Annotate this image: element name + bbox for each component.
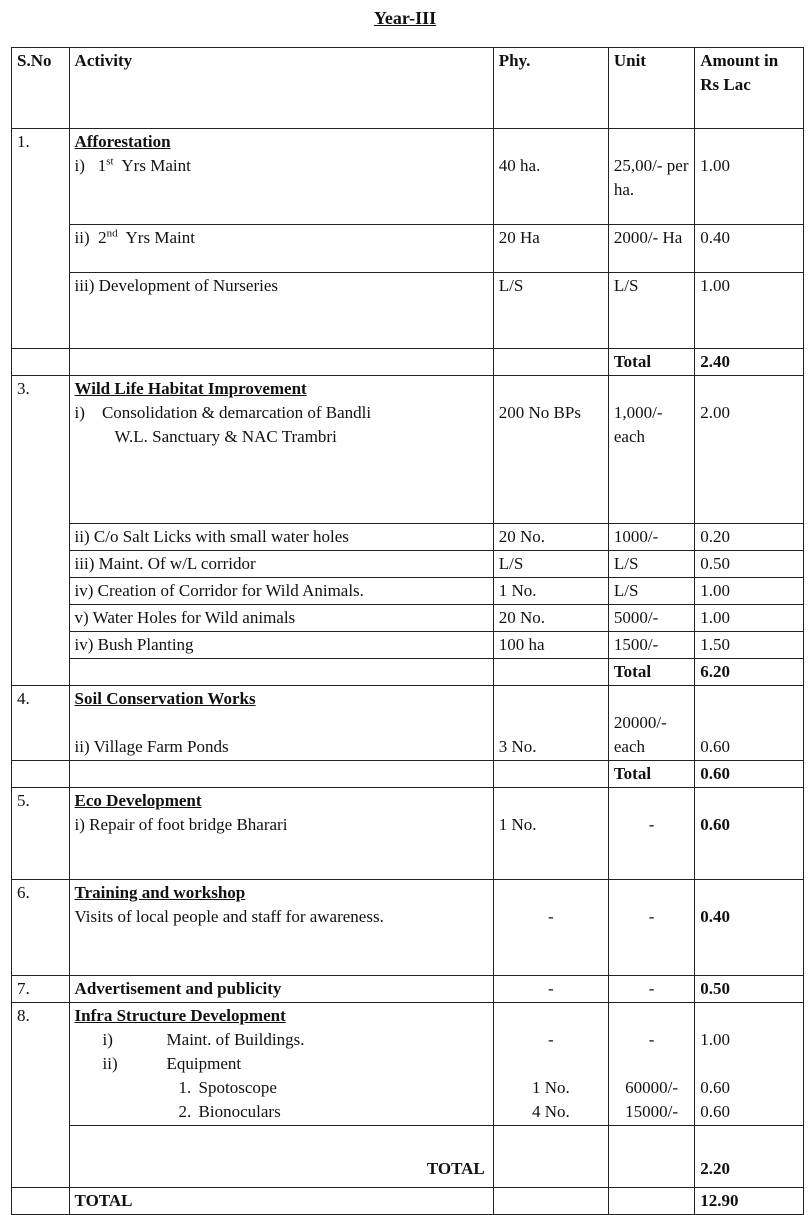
list-item: ii) Equipment — [102, 1054, 242, 1073]
phy-cell: L/S — [493, 551, 608, 578]
list-item: i) Maint. of Buildings. — [102, 1030, 305, 1049]
activity-text: Visits of local people and staff for awareness. — [74, 907, 384, 926]
header-unit: Unit — [608, 48, 694, 129]
table-row — [12, 376, 804, 524]
activity-cell: ii) C/o Salt Licks with small water holes — [69, 524, 493, 551]
phy-cell: 100 ha — [493, 632, 608, 659]
total-label: Total — [608, 659, 694, 686]
total-amount: 2.40 — [695, 349, 804, 376]
phy-cell: - — [493, 880, 608, 976]
unit-cell: 1,000/- each — [608, 376, 694, 524]
empty-cell — [69, 659, 493, 686]
empty-cell — [493, 1188, 608, 1215]
unit-cell: - — [608, 788, 694, 880]
sno-cell: 3. — [12, 376, 70, 686]
unit-cell: - — [608, 976, 694, 1003]
phy-cell: 20 No. — [493, 524, 608, 551]
activity-cell: iii) Maint. Of w/L corridor — [69, 551, 493, 578]
unit-cell: - 60000/- 15000/- — [608, 1003, 694, 1126]
activity-cell — [69, 686, 493, 761]
sno-cell: 6. — [12, 880, 70, 976]
empty-cell — [493, 349, 608, 376]
header-activity: Activity — [69, 48, 493, 129]
table-row — [12, 273, 804, 349]
activity-cell: iv) Bush Planting — [69, 632, 493, 659]
table-row — [12, 578, 804, 605]
unit-cell: 20000/- each — [608, 686, 694, 761]
unit-cell: L/S — [608, 551, 694, 578]
phy-cell: - — [493, 976, 608, 1003]
table-row — [12, 788, 804, 880]
phy-cell: - 1 No. 4 No. — [493, 1003, 608, 1126]
activity-text: i) 1st Yrs Maint — [74, 155, 191, 175]
grand-total-row — [12, 1188, 804, 1215]
table-row — [12, 1003, 804, 1126]
table-row — [12, 605, 804, 632]
sno-cell: 1. — [12, 129, 70, 349]
list-item: 1. Spotoscope — [178, 1078, 277, 1097]
amount-cell: 0.50 — [695, 976, 804, 1003]
subtotal-row — [12, 659, 804, 686]
amount-cell: 0.40 — [695, 225, 804, 273]
section-heading: Afforestation — [74, 132, 171, 151]
activity-text: i) Repair of foot bridge Bharari — [74, 815, 288, 834]
phy-cell: 3 No. — [493, 686, 608, 761]
total-amount: 2.20 — [695, 1126, 804, 1188]
page-title: Year-III — [373, 8, 437, 28]
section-heading: Eco Development — [74, 791, 202, 810]
section-heading: Infra Structure Development — [74, 1006, 286, 1025]
empty-cell — [608, 1188, 694, 1215]
total-label: Total — [608, 349, 694, 376]
subtotal-row — [12, 349, 804, 376]
unit-cell: 1000/- — [608, 524, 694, 551]
phy-cell: 40 ha. — [493, 129, 608, 225]
amount-cell: 0.50 — [695, 551, 804, 578]
empty-cell — [12, 349, 70, 376]
table-row — [12, 880, 804, 976]
table-row — [12, 225, 804, 273]
amount-cell: 1.50 — [695, 632, 804, 659]
activity-cell — [69, 1003, 493, 1126]
unit-cell: 5000/- — [608, 605, 694, 632]
table-row — [12, 524, 804, 551]
budget-table — [11, 47, 804, 1215]
table-row — [12, 976, 804, 1003]
amount-cell: 0.40 — [695, 880, 804, 976]
amount-cell: 0.20 — [695, 524, 804, 551]
sno-cell: 8. — [12, 1003, 70, 1188]
empty-cell — [493, 1126, 608, 1188]
phy-cell: 200 No BPs — [493, 376, 608, 524]
header-row — [12, 48, 804, 129]
unit-cell: L/S — [608, 578, 694, 605]
unit-cell: 25,00/- per ha. — [608, 129, 694, 225]
empty-cell — [12, 761, 70, 788]
sno-cell: 4. — [12, 686, 70, 761]
subtotal-row — [12, 761, 804, 788]
header-phy: Phy. — [493, 48, 608, 129]
activity-cell: iii) Development of Nurseries — [69, 273, 493, 349]
activity-cell — [69, 129, 493, 225]
activity-cell: ii) 2nd Yrs Maint — [69, 225, 493, 273]
phy-cell: 1 No. — [493, 788, 608, 880]
amount-cell: 1.00 0.60 0.60 — [695, 1003, 804, 1126]
unit-cell: L/S — [608, 273, 694, 349]
unit-cell: 2000/- Ha — [608, 225, 694, 273]
section-heading: Advertisement and publicity — [69, 976, 493, 1003]
section-heading: Training and workshop — [74, 883, 246, 902]
activity-cell — [69, 788, 493, 880]
grand-total-label: TOTAL — [69, 1188, 493, 1215]
total-amount: 0.60 — [695, 761, 804, 788]
table-row — [12, 551, 804, 578]
empty-cell — [69, 349, 493, 376]
amount-cell: 1.00 — [695, 605, 804, 632]
subtotal-row — [12, 1126, 804, 1188]
sno-cell: 5. — [12, 788, 70, 880]
unit-cell: - — [608, 880, 694, 976]
activity-cell: Wild Life Habitat Improvement i) Consolidation & demarcation of Bandli W.L. Sanctuary & NAC Trambri — [69, 376, 493, 524]
amount-cell: 0.60 — [695, 788, 804, 880]
phy-cell: L/S — [493, 273, 608, 349]
table-row — [12, 129, 804, 225]
grand-total-amount: 12.90 — [695, 1188, 804, 1215]
empty-cell — [493, 659, 608, 686]
activity-cell — [69, 880, 493, 976]
section-heading: Wild Life Habitat Improvement — [74, 379, 307, 398]
phy-cell: 1 No. — [493, 578, 608, 605]
table-row — [12, 632, 804, 659]
amount-cell: 1.00 — [695, 578, 804, 605]
amount-cell: 0.60 — [695, 686, 804, 761]
unit-cell: 1500/- — [608, 632, 694, 659]
section-heading: Soil Conservation Works — [74, 689, 256, 708]
empty-cell — [608, 1126, 694, 1188]
total-amount: 6.20 — [695, 659, 804, 686]
empty-cell — [69, 761, 493, 788]
total-label: Total — [608, 761, 694, 788]
header-amount: Amount in Rs Lac — [695, 48, 804, 129]
activity-text: ii) Village Farm Ponds — [74, 737, 229, 756]
amount-cell: 2.00 — [695, 376, 804, 524]
total-label: TOTAL — [69, 1126, 493, 1188]
phy-cell: 20 No. — [493, 605, 608, 632]
activity-cell: iv) Creation of Corridor for Wild Animals. — [69, 578, 493, 605]
amount-cell: 1.00 — [695, 273, 804, 349]
empty-cell — [12, 1188, 70, 1215]
list-item: 2. Bionoculars — [178, 1102, 281, 1121]
table-row — [12, 686, 804, 761]
empty-cell — [493, 761, 608, 788]
activity-cell: v) Water Holes for Wild animals — [69, 605, 493, 632]
phy-cell: 20 Ha — [493, 225, 608, 273]
sno-cell: 7. — [12, 976, 70, 1003]
header-sno: S.No — [12, 48, 70, 129]
amount-cell: 1.00 — [695, 129, 804, 225]
